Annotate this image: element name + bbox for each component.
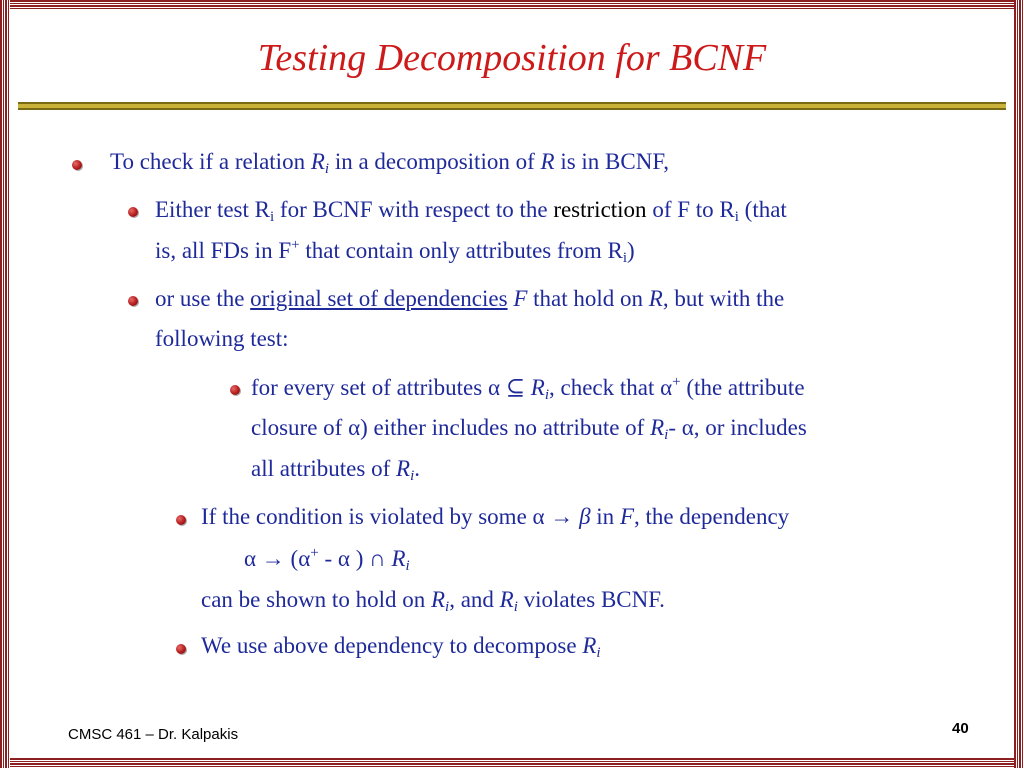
var-R: R <box>648 286 663 311</box>
superscript: + <box>672 374 681 390</box>
text-run: violates BCNF. <box>517 587 665 612</box>
subscript: i <box>269 209 275 225</box>
subscript: i <box>513 599 518 615</box>
var-R: R <box>310 149 325 174</box>
bullet-4-line-3 <box>251 455 420 483</box>
text-run: - α ) ∩ <box>318 546 392 571</box>
text-run: We use above dependency to decompose <box>201 633 583 658</box>
text-run: or use the <box>155 286 251 311</box>
text-run: all attributes of <box>251 456 396 481</box>
slide-border-bottom <box>0 758 1024 768</box>
text-run: If the condition is violated by some α → <box>201 504 580 529</box>
bullet-3-line-1 <box>155 285 784 313</box>
bullet-5-line-1 <box>201 503 789 531</box>
text-run: , but with the <box>662 286 785 311</box>
bullet-6-text <box>201 632 601 660</box>
text-run: for BCNF with respect to the <box>274 197 554 222</box>
var-F: F <box>513 286 528 311</box>
text-run: in a decomposition of <box>329 149 541 174</box>
superscript: + <box>291 237 300 253</box>
text-run: can be shown to hold on <box>201 587 431 612</box>
bullet-5-line-3 <box>201 586 665 614</box>
bullet-1-text <box>110 148 669 176</box>
var-R: R <box>430 587 446 612</box>
text-run: α → (α <box>244 546 311 571</box>
title-divider <box>18 102 1006 110</box>
subscript: i <box>410 468 415 484</box>
text-run: , and <box>449 587 500 612</box>
restriction-term: restriction <box>553 197 647 222</box>
bullet-3-line-2: following test: <box>155 326 289 351</box>
underlined-phrase: original set of dependencies <box>250 286 508 311</box>
text-run: (the attribute <box>680 375 805 400</box>
subscript: i <box>544 387 549 403</box>
bullet-icon <box>72 160 82 170</box>
text-run: in <box>590 504 620 529</box>
slide-title: Testing Decomposition for BCNF <box>257 37 767 79</box>
page-number: 40 <box>952 720 969 737</box>
var-R: R <box>650 415 665 440</box>
text-run: of F to R <box>646 197 735 222</box>
var-R: R <box>530 375 545 400</box>
text-run: that contain only attributes from R <box>299 238 623 263</box>
subscript: i <box>445 599 450 615</box>
text-run: is in BCNF, <box>554 149 670 174</box>
text-run: is, all FDs in F <box>155 238 292 263</box>
subscript: i <box>734 209 739 225</box>
text-run: closure of α) either includes no attribute of <box>251 415 651 440</box>
bullet-4-line-1 <box>251 374 805 402</box>
superscript: + <box>310 545 319 561</box>
text-run: , check that α <box>549 375 673 400</box>
text-run: (that <box>738 197 787 222</box>
text-run: - α, or includes <box>668 415 807 440</box>
footer-course: CMSC 461 – Dr. Kalpakis <box>68 726 239 743</box>
bullet-icon <box>230 385 240 395</box>
text-run: Either test R <box>155 197 270 222</box>
subscript: i <box>664 427 669 443</box>
subscript: i <box>405 558 410 574</box>
bullet-2-line-1 <box>155 196 787 224</box>
bullet-5-formula <box>244 545 410 573</box>
text-run: To check if a relation <box>110 149 311 174</box>
bullet-icon <box>128 296 138 306</box>
subscript: i <box>622 250 627 266</box>
text-run: that hold on <box>527 286 649 311</box>
var-R: R <box>582 633 597 658</box>
text-run: . <box>414 456 420 481</box>
text-run: for every set of attributes α ⊆ <box>251 375 531 400</box>
var-R: R <box>540 149 555 174</box>
bullet-4-line-2 <box>251 414 807 442</box>
subscript: i <box>324 161 330 177</box>
text-run: , the dependency <box>634 504 790 529</box>
var-R: R <box>396 456 411 481</box>
subscript: i <box>596 645 601 661</box>
var-R: R <box>391 546 406 571</box>
bullet-2-line-2 <box>155 237 635 265</box>
var-R: R <box>499 587 514 612</box>
slide-border-top <box>0 0 1024 10</box>
var-beta: β <box>579 504 591 529</box>
bullet-icon <box>176 644 186 654</box>
slide-border-left <box>0 0 10 768</box>
slide-border-right <box>1014 0 1024 768</box>
text-run: ) <box>626 238 635 263</box>
bullet-icon <box>176 515 186 525</box>
var-F: F <box>619 504 634 529</box>
bullet-icon <box>128 207 138 217</box>
